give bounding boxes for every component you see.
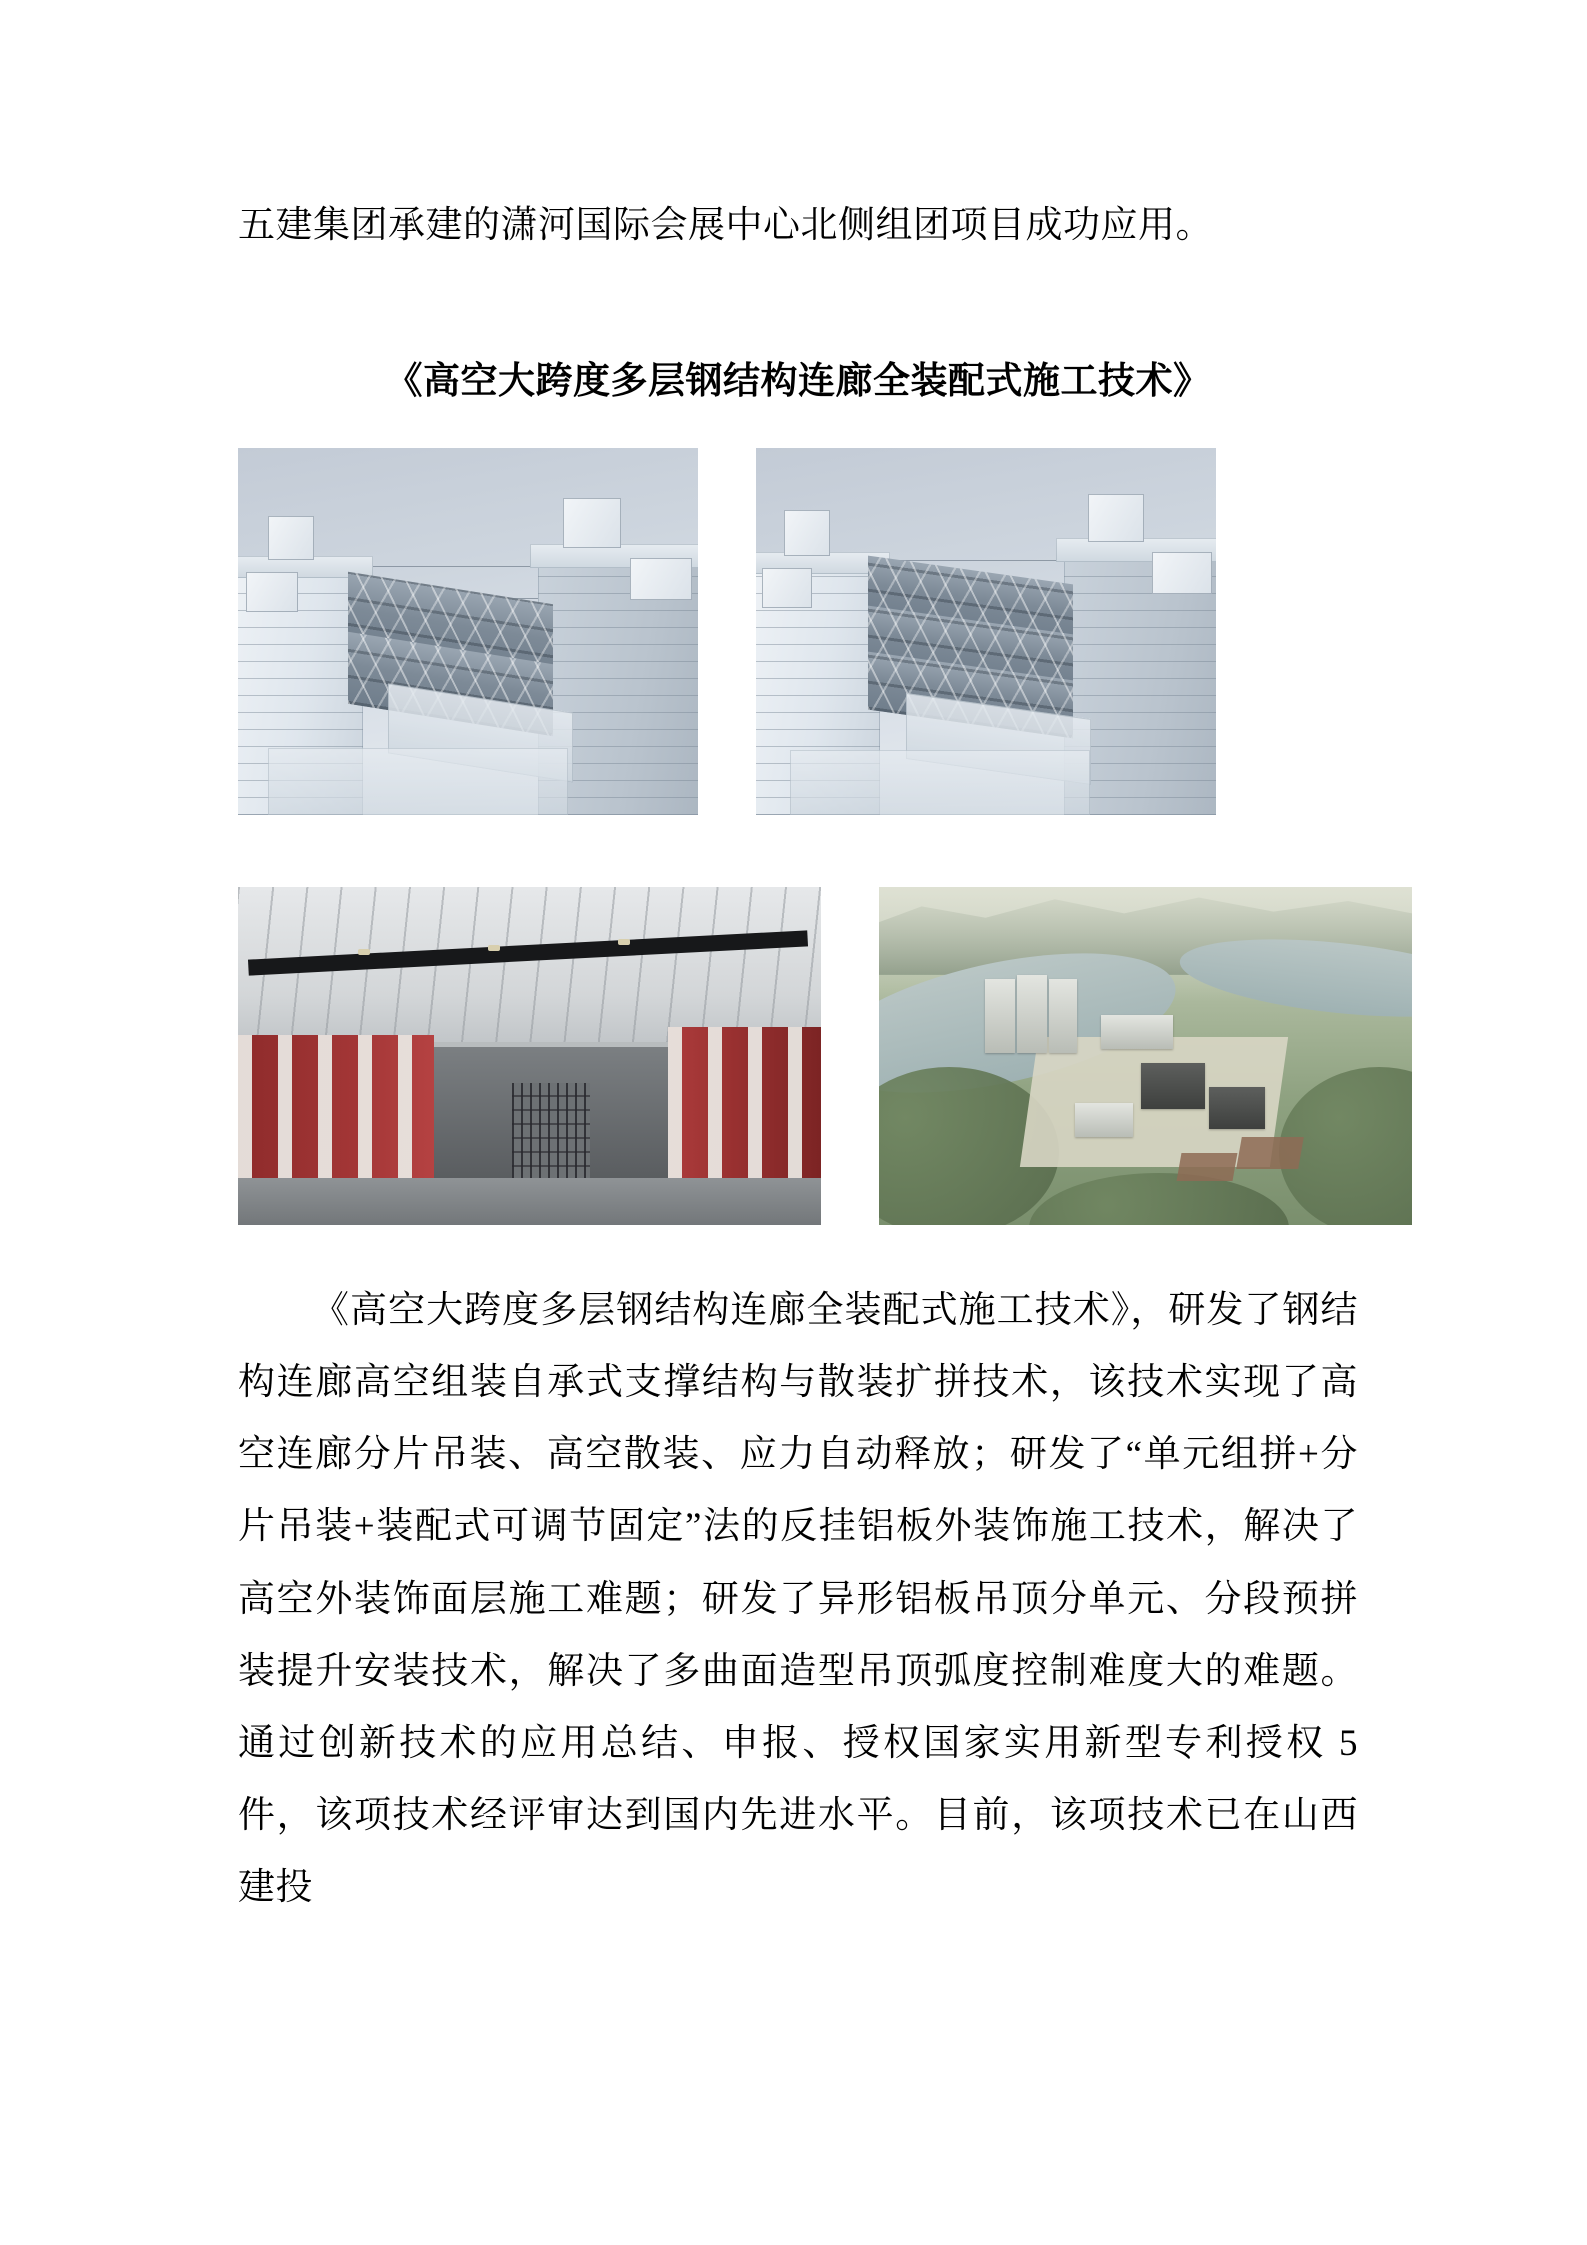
tower-building: [1049, 979, 1077, 1053]
roof-box: [1088, 494, 1144, 542]
page-content: [238, 0, 1358, 2245]
roof-box: [630, 558, 692, 600]
figure-render-steel-corridor-full: [756, 448, 1216, 815]
roof-box: [563, 498, 621, 548]
podium-building: [1101, 1015, 1173, 1049]
annex-building: [1075, 1103, 1133, 1137]
figure-render-steel-corridor-partial: [238, 448, 698, 815]
roof-box: [268, 516, 314, 560]
beam-lamp: [358, 949, 370, 955]
floor: [238, 1178, 821, 1225]
lead-paragraph: 五建集团承建的潇河国际会展中心北侧组团项目成功应用。: [238, 205, 1213, 246]
body-paragraph: 《高空大跨度多层钢结构连廊全装配式施工技术》，研发了钢结构连廊高空组装自承式支撑结构与散装扩拼技术，该技术实现了高空连廊分片吊装、高空散装、应力自动释放；研发了“单元组拼+分片吊装+装配式可调节固定”法的反挂铝板外装饰施工技术，解决了高空外装饰面层施工难题；研发了异形铝板吊顶分单元、分段预拼装提升安装技术，解决了多曲面造型吊顶弧度控制难度大的难题。通过创新技术的应用总结、申报、授权国家实用新型专利授权 5 件，该项技术经评审达到国内先进水平。目前，该项技术已在山西建投: [238, 1290, 1358, 1909]
tower-building: [985, 979, 1015, 1053]
podium-slab: [268, 748, 568, 815]
roof-box: [1152, 552, 1212, 594]
figure-grid: [238, 448, 1358, 1297]
roof-box: [762, 568, 812, 608]
figure-row-2: [238, 887, 1358, 1225]
figure-photo-aerial-campus: [879, 887, 1412, 1225]
roof-box: [784, 510, 830, 556]
podium-slab: [790, 750, 1090, 815]
sports-court: [1177, 1153, 1238, 1181]
sports-court: [1236, 1137, 1304, 1169]
figure-photo-interior-ceiling: [238, 887, 821, 1225]
main-hall: [1141, 1063, 1205, 1109]
tower-building: [1017, 975, 1047, 1053]
figure-row-1: [238, 448, 1358, 815]
beam-lamp: [488, 945, 500, 951]
annex-building: [1209, 1087, 1265, 1129]
section-title: 《高空大跨度多层钢结构连廊全装配式施工技术》: [385, 361, 1211, 402]
roof-box: [246, 572, 298, 612]
beam-lamp: [618, 939, 630, 945]
